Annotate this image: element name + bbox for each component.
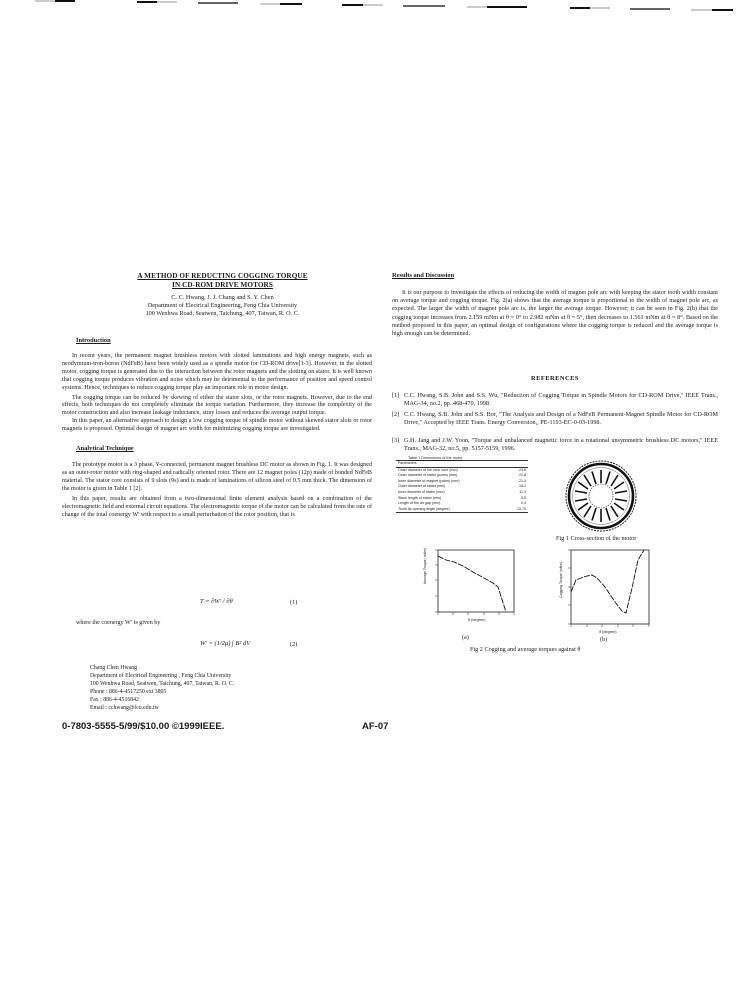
motor-cross-section-figure — [563, 458, 639, 534]
table-header: Parameters — [398, 461, 417, 465]
param-name: Tooth tip opening angle (degree) — [398, 506, 450, 511]
reference-text: C.C. Hwang, S.B. John and S.S. Wu, "Reduction of Cogging Torque in Spindle Motors for CD-ROM Drive," IEEE Trans., MAG-34, no.2, pp. 468-470, 1998. — [404, 392, 718, 407]
param-value: 5.5 — [521, 495, 526, 500]
motor-diagram — [563, 458, 639, 534]
param-value: 13.70 — [517, 506, 526, 511]
svg-text:Average Torque (mNm): Average Torque (mNm) — [423, 547, 427, 584]
fig2a-label: (a) — [462, 634, 469, 641]
section-heading-introduction: Introduction — [76, 337, 111, 344]
param-value: 0.4 — [521, 501, 526, 506]
paper-title-line2: IN CD-ROM DRIVE MOTORS — [172, 281, 273, 289]
intro-paragraph-3: In this paper, an alternative approach to design a low cogging torque of spindle motor without skewed stator slots or rotor magnets is proposed. Optimal design of magnet arc width for minimizing cogging torque are investigated. — [62, 418, 372, 433]
reference-number: [2] — [392, 411, 400, 418]
param-value: 21.0 — [519, 478, 526, 483]
reference-item — [392, 411, 718, 427]
references-heading: REFERENCES — [531, 375, 579, 382]
authors: C. C. Hwang, J. J. Chang and S. Y. Chen — [171, 294, 274, 301]
contact-email: Email : cchwang@fcu.edu.tw — [90, 705, 159, 712]
contact-department: Department of Electrical Engineering , Feng Chia University — [90, 673, 232, 680]
reference-text: G.H. Jang and J.W. Yoon, "Torque and unbalanced magnetic force in a rotational unsymmetric brushless DC motors," IEEE Trans., MAG-32, no.5, pp. 5157-5159, 1996. — [404, 437, 718, 452]
fig2b-label: (b) — [600, 636, 608, 643]
section-heading-results: Results and Discussion — [392, 272, 455, 279]
equation-connector-text: where the coenergy W′ is given by — [76, 620, 161, 626]
paper-id: AF-07 — [362, 721, 389, 732]
title-block — [70, 272, 375, 318]
param-name: Outer diameter of the rotor core (mm) — [398, 467, 458, 472]
intro-paragraph-2: The cogging torque can be reduced by skewing of either the stator slots, or the rotor magnets. However, due to the end effects, both techniques do not completely eliminate the torque variation. Furthermore, they increase the complexity of the motor construction and also increase leakage inductance, stray losses and reduces the average output torque. — [62, 394, 372, 417]
section-heading-analytical: Analytical Technique — [76, 445, 134, 453]
reference-number: [1] — [392, 392, 400, 399]
chart-cogging-torque — [555, 546, 665, 636]
affiliation-line2: 100 Wenhwa Road, Seatwen, Taichung, 407, Taiwan, R. O. C. — [145, 310, 300, 317]
contact-phone: Phone : 886-4-4517250 ext 3805 — [90, 689, 167, 696]
analytical-paragraph-2: In this paper, results are obtained from a two-dimensional finite element analysis based on a combination of the electromagnetic field and external circuit equations. The electromagnetic torque of the motor can be calculated from the rate of change of the total coenergy W' with respect to a small perturbation of the rotor position, that is — [62, 495, 372, 518]
param-value: 11.3 — [519, 489, 526, 494]
paper-title-line1: A METHOD OF REDUCTING COGGING TORQUE — [137, 272, 308, 280]
contact-fax: Fax : 886-4-4516842 — [90, 697, 139, 704]
right-column — [392, 272, 718, 338]
param-value: 22.8 — [519, 473, 526, 478]
fig2-caption: Fig 2 Cogging and average torques against θ — [470, 646, 581, 653]
intro-paragraph-1: In recent years, the permanent magnet brushless motors with slotted laminations and high energy magnets, such as neodymium-iron-boron (NdFeB) have been widely used as a spindle motor for CD-ROM drive[1-3]. However, in the slotted motor, cogging torque is generated due to the interaction between the rotor magnets and the slotting on stator. It is well known that cogging torque produces vibration and noise which may be detrimental to the performance of position and speed control systems. Hence, techniques to reduce cogging torque play an important role in motor design. — [62, 353, 372, 391]
chart-a-plot — [418, 546, 528, 632]
table-1 — [396, 456, 528, 513]
svg-text:θ (degree): θ (degree) — [599, 630, 617, 634]
param-name: Length of the air gap (mm) — [398, 501, 441, 506]
analytical-paragraph-1: The prototype motor is a 3 phase, Y-connected, permanent magnet brushless DC motor as shown in Fig. 1. It was designed as an outer-rotor motor with ring-shaped and radically oriented rotor. There are 12 magnet poles (12p) made of bonded NdFeB material. The stator core consists of 9 slots (9s) and is made of laminations of silicon steel of 0.5 mm thick. The dimension of the motor is given in Table 1 [2]. — [62, 462, 372, 492]
reference-item — [392, 392, 718, 408]
svg-text:Cogging Torque (mNm): Cogging Torque (mNm) — [559, 561, 563, 598]
chart-b-plot — [555, 546, 665, 636]
table-row — [396, 507, 528, 513]
contact-name: Chang Chen Hwang — [90, 665, 138, 671]
contact-address: 100 Wenhwa Road, Seatwen, Taichung, 407, Taiwan, R. O. C. — [90, 681, 235, 688]
param-name: Outer diameter of stator (mm) — [398, 484, 446, 489]
param-value: 18.2 — [519, 484, 526, 489]
fig1-caption: Fig 1 Cross-section of the motor — [556, 535, 637, 542]
param-value: 24.8 — [519, 467, 526, 472]
equation-1: T = ∂W′ / ∂θ — [200, 598, 233, 605]
affiliation-line1: Department of Electrical Engineering, Feng Chia University — [147, 302, 298, 309]
results-paragraph: It is our purpose to investigate the effects of reducing the width of magnet pole arc with keeping the stator tooth width constant on average torque and cogging torque. Fig. 2(a) shows that the average torque is proportional to the width of magnet pole arc, as expected. The larger the width of magnet pole arc is, the larger the average torque. However, it can be seen in Fig. 2(b) that the cogging torque increases from 2.159 mNm at θ = 0° to 2.982 mNm at θ = 5°, then decreases to 1.561 mNm at θ = 8°. Based on the method proposed in this paper, an optimal design of configurations where the cogging torque is reduced and the average torque is high enough can be determined. — [392, 290, 718, 338]
reference-text: C.C. Hwang, S.B. John and S.S. Bor, "The Analysis and Design of a NdFeB Permanent-Magnet Spindle Motor for CD-ROM Drive," Accepted by IEEE Trans. Energy Conversion,, PE-1193-EC-0-03-1998. — [404, 411, 718, 426]
svg-text:θ (degree): θ (degree) — [468, 618, 486, 622]
param-name: Outer diameter of stator (poles) (mm) — [398, 473, 458, 478]
copyright-line: 0-7803-5555-5/99/$10.00 ©1999IEEE. — [62, 721, 225, 732]
chart-average-torque — [418, 546, 528, 632]
reference-number: [3] — [392, 437, 400, 444]
equation-1-number: (1) — [290, 599, 298, 606]
equation-2: W′ = (1/2μ) ∫ B² dV — [200, 640, 251, 647]
param-name: Stack length of stator (mm) — [398, 495, 442, 500]
contact-block — [90, 664, 234, 713]
table-caption: Table 1 Dimensions of the motor — [408, 456, 463, 460]
param-name: Inner diameter of stator (mm) — [398, 489, 445, 494]
param-name: Inner diameter of magnet (poles) (mm) — [398, 478, 460, 483]
reference-item — [392, 437, 718, 453]
equation-2-number: (2) — [290, 641, 298, 648]
left-column — [62, 337, 372, 519]
